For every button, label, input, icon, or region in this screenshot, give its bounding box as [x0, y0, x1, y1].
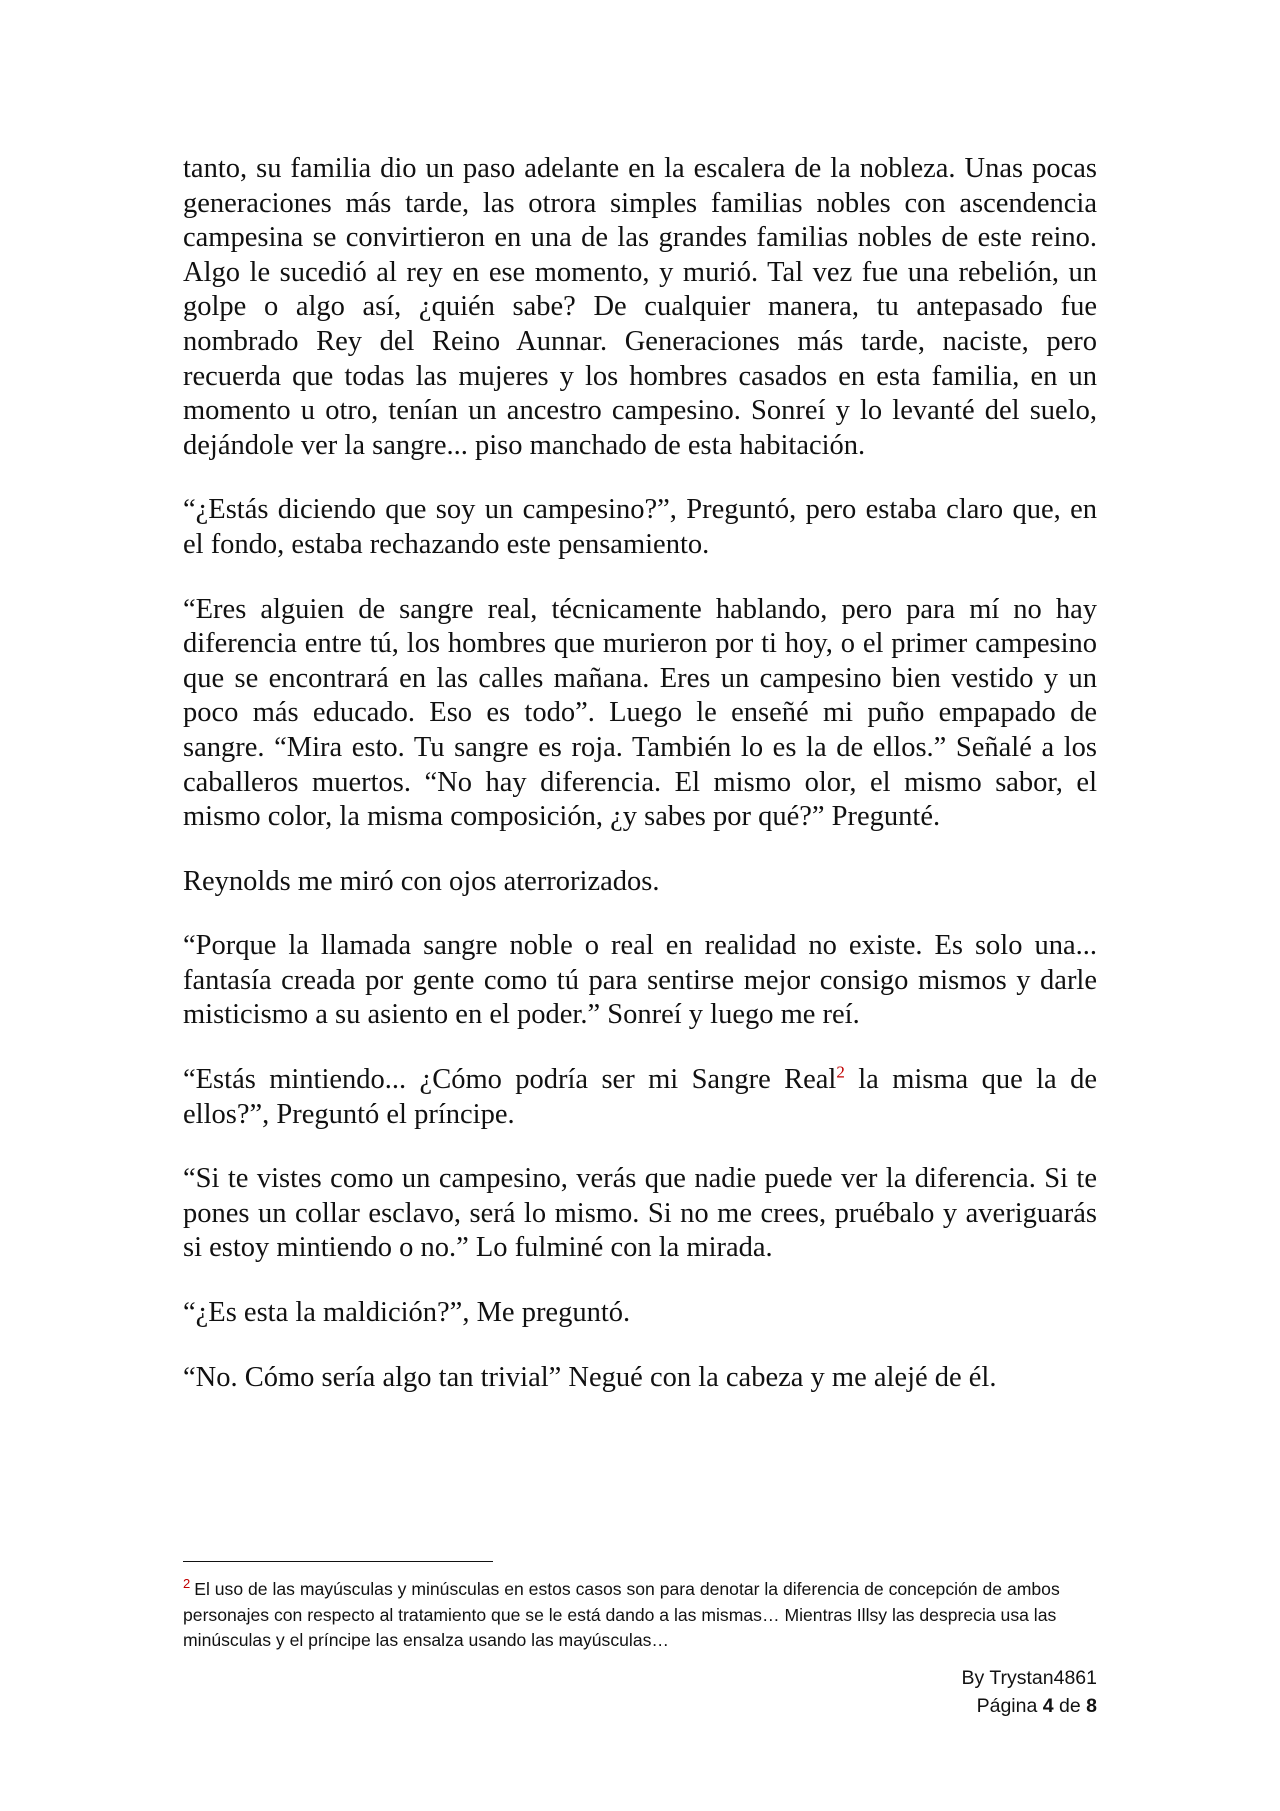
paragraph: “Si te vistes como un campesino, verás que nadie puede ver la diferencia. Si te pones un collar esclavo, será lo mismo. Si no me crees, pruébalo y averiguarás si estoy mintiendo o no.” Lo fulminé con la mirada. — [183, 1163, 1097, 1264]
paragraph: “¿Es esta la maldición?”, Me preguntó. — [183, 1297, 631, 1329]
body-text — [183, 152, 1097, 1395]
page-current: 4 — [1042, 1695, 1054, 1717]
paragraph: “Eres alguien de sangre real, técnicamente hablando, pero para mí no hay diferencia entre tú, los hombres que murieron por ti hoy, o el primer campesino que se encontrará en las calles mañana. Eres un campesino bien vestido y un poco más educado. Eso es todo”. Luego le enseñé mi puño empapado de sangre. “Mira esto. Tu sangre es roja. También lo es la de ellos.” Señalé a los caballeros muertos. “No hay diferencia. El mismo olor, el mismo sabor, el mismo color, la misma composición, ¿y sabes por qué?” Pregunté. — [183, 593, 1097, 833]
footnote-separator — [183, 1561, 493, 1562]
paragraph: tanto, su familia dio un paso adelante en la escalera de la nobleza. Unas pocas generaciones más tarde, las otrora simples familias nobles con ascendencia campesina se convirtieron en una de las grandes familias nobles de este reino. Algo le sucedió al rey en ese momento, y murió. Tal vez fue una rebelión, un golpe o algo así, ¿quién sabe? De cualquier manera, tu antepasado fue nombrado Rey del Reino Aunnar. Generaciones más tarde, naciste, pero recuerda que todas las mujeres y los hombres casados en esta familia, en un momento u otro, tenían un ancestro campesino. Sonreí y lo levanté del suelo, dejándole ver la sangre... piso manchado de esta habitación. — [183, 153, 1097, 461]
page-word: Página — [976, 1695, 1038, 1717]
page-footer — [962, 1664, 1098, 1720]
footnote-marker: 2 — [183, 1576, 191, 1592]
footnote-text: El uso de las mayúsculas y minúsculas en estos casos son para denotar la diferencia de concepción de ambos personajes con respecto al tratamiento que se le está dando a las mismas… Mientras Illsy las desprecia usa las minúsculas y el príncipe las ensalza usando las mayúsculas… — [183, 1579, 1060, 1650]
paragraph: Reynolds me miró con ojos aterrorizados. — [183, 865, 660, 897]
page-total: 8 — [1086, 1695, 1097, 1717]
page-of-word: de — [1059, 1695, 1081, 1717]
paragraph-with-footnote-ref — [183, 1063, 1097, 1132]
page-number — [962, 1692, 1098, 1720]
paragraph: “¿Estás diciendo que soy un campesino?”, Preguntó, pero estaba claro que, en el fondo, estaba rechazando este pensamiento. — [183, 494, 1097, 560]
paragraph: “Porque la llamada sangre noble o real en realidad no existe. Es solo una... fantasía creada por gente como tú para sentirse mejor consigo mismos y darle misticismo a su asiento en el poder.” Sonreí y luego me reí. — [183, 930, 1097, 1031]
paragraph: “No. Cómo sería algo tan trivial” Negué con la cabeza y me alejé de él. — [183, 1361, 997, 1393]
footnote — [183, 1577, 1097, 1654]
paragraph-text-before-ref: “Estás mintiendo... ¿Cómo podría ser mi Sangre Real — [183, 1064, 837, 1096]
paragraph-text-after-ref: la misma que la de ellos?”, Preguntó el príncipe. — [183, 1064, 1097, 1130]
author-credit: By Trystan4861 — [961, 1667, 1097, 1689]
footnote-reference[interactable]: 2 — [836, 1062, 845, 1082]
